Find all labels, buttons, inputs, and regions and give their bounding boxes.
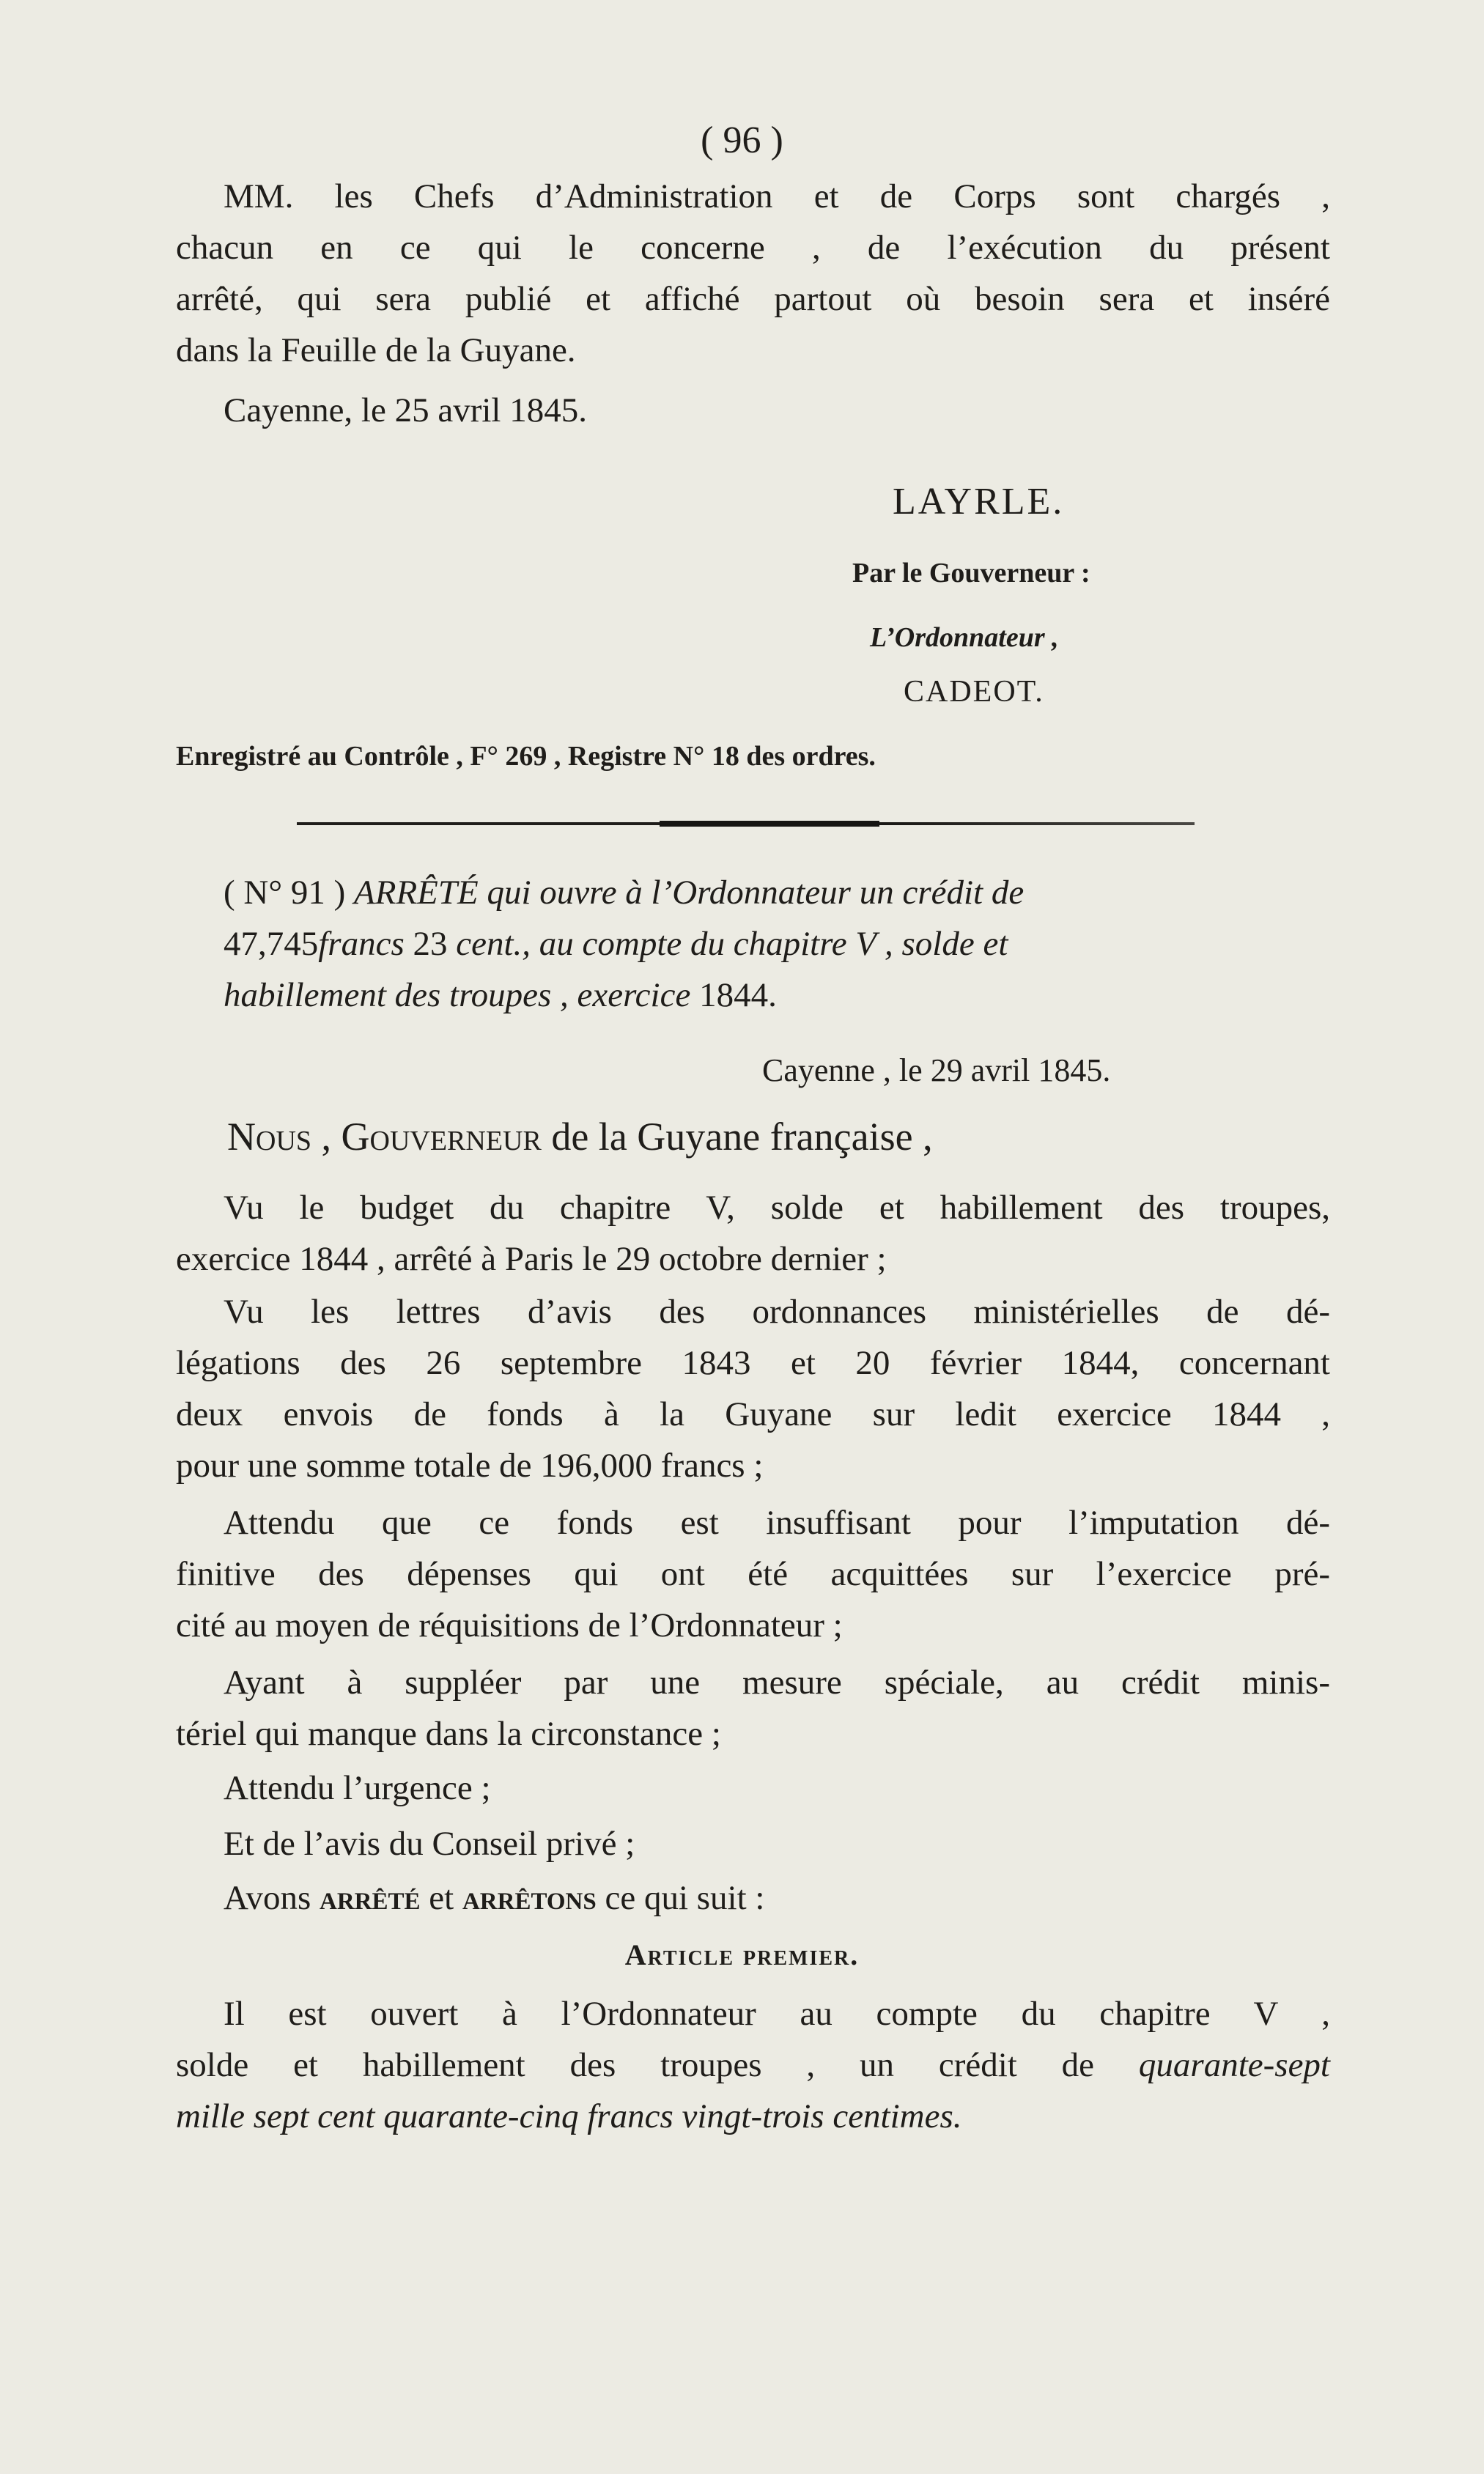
body-line: Ayant à suppléer par une mesure spéciale, au crédit minis-	[224, 1664, 1330, 1702]
body-line: légations des 26 septembre 1843 et 20 février 1844, concernant	[176, 1344, 1330, 1382]
arrete-cent-num: 23	[413, 925, 448, 963]
body-line: finitive des dépenses qui ont été acquittées sur l’exercice pré-	[176, 1555, 1330, 1593]
body-line: Vu le budget du chapitre V, solde et habillement des troupes,	[224, 1189, 1330, 1227]
article-line-3: mille sept cent quarante-cinq francs vingt-trois centimes.	[176, 2097, 962, 2135]
paragraph-line: MM. les Chefs d’Administration et de Corps sont chargés ,	[224, 177, 1330, 215]
nous-gouverneur	[227, 1114, 933, 1159]
date-line: Cayenne, le 25 avril 1845.	[224, 391, 587, 429]
arrete-header-line-1	[224, 872, 1330, 913]
ce-qui-suit: ce qui suit :	[605, 1879, 765, 1917]
page-number: ( 96 )	[701, 119, 783, 161]
date-line-2: Cayenne , le 29 avril 1845.	[762, 1052, 1111, 1088]
body-line: Attendu l’urgence ;	[224, 1769, 491, 1807]
signature-layrle: LAYRLE.	[893, 481, 1065, 523]
paragraph-line: chacun en ce qui le concerne , de l’exécution du présent	[176, 229, 1330, 267]
ordonnateur-title: L’Ordonnateur ,	[870, 622, 1059, 653]
enregistre-note: Enregistré au Contrôle , F° 269 , Registre N° 18 des ordres.	[176, 741, 876, 772]
avons-word: Avons	[224, 1879, 311, 1917]
body-line: exercice 1844 , arrêté à Paris le 29 octobre dernier ;	[176, 1240, 887, 1278]
article-heading: Article premier.	[624, 1938, 860, 1971]
paragraph-line: dans la Feuille de la Guyane.	[176, 331, 576, 369]
arrete-habillement: habillement des troupes , exercice	[224, 976, 691, 1014]
body-line: tériel qui manque dans la circonstance ;	[176, 1715, 721, 1753]
body-line: pour une somme totale de 196,000 francs ;	[176, 1447, 764, 1485]
avons-line	[224, 1877, 764, 1919]
nous-gouverneur-part2: de la Guyane française ,	[551, 1115, 933, 1159]
body-line: Attendu que ce fonds est insuffisant pour l’imputation dé-	[224, 1504, 1330, 1542]
article-line-2-roman: solde et habillement des troupes , un crédit de	[176, 2046, 1095, 2084]
body-line: deux envois de fonds à la Guyane sur ledit exercice 1844 ,	[176, 1395, 1330, 1433]
body-line: Et de l’avis du Conseil privé ;	[224, 1825, 635, 1863]
arrete-header-line-2	[224, 923, 1330, 964]
body-line: cité au moyen de réquisitions de l’Ordonnateur ;	[176, 1606, 843, 1644]
paragraph-line: arrêté, qui sera publié et affiché partout où besoin sera et inséré	[176, 280, 1330, 318]
arrete-francs: francs	[318, 925, 405, 963]
arrete-word: arrêté	[320, 1879, 421, 1917]
arrete-chapter: cent., au compte du chapitre V , solde et	[456, 925, 1008, 963]
par-le-gouverneur: Par le Gouverneur :	[852, 558, 1090, 588]
arrete-number: ( N° 91 )	[224, 874, 346, 912]
arrete-year: 1844.	[699, 976, 777, 1014]
article-line-1: Il est ouvert à l’Ordonnateur au compte du chapitre V ,	[224, 1995, 1330, 2033]
et-word: et	[429, 1879, 454, 1917]
section-rule-center	[660, 821, 879, 827]
arrete-title: ARRÊTÉ qui ouvre à l’Ordonnateur un crédit de	[354, 874, 1025, 912]
ordonnateur-name: CADEOT.	[904, 675, 1044, 709]
arrete-header-line-3	[224, 975, 777, 1016]
article-line-2	[176, 2045, 1330, 2086]
arrete-amount: 47,745	[224, 925, 319, 963]
nous-gouverneur-part1: Nous , Gouverneur	[227, 1115, 542, 1159]
arretons-word: arrêtons	[462, 1879, 597, 1917]
article-line-2-italic: quarante-sept	[1138, 2046, 1330, 2084]
body-line: Vu les lettres d’avis des ordonnances ministérielles de dé-	[224, 1293, 1330, 1331]
